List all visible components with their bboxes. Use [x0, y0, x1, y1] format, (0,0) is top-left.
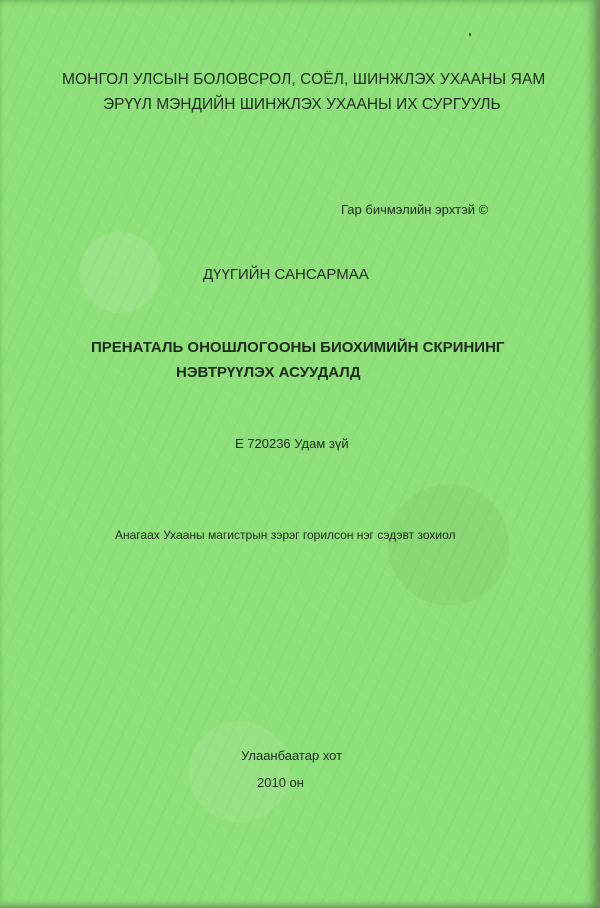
publication-year: 2010 он: [257, 775, 304, 790]
ministry-name: МОНГОЛ УЛСЫН БОЛОВСРОЛ, СОЁЛ, ШИНЖЛЭХ УХААНЫ ЯАМ: [62, 71, 546, 88]
degree-statement: Анагаах Ухааны магистрын зэрэг горилсон нэг сэдэвт зохиол: [115, 528, 456, 542]
copyright-note: Гар бичмэлийн эрхтэй ©: [341, 202, 489, 217]
specialty-code: Е 720236 Удам зүй: [235, 436, 349, 451]
ink-speck: [469, 33, 471, 36]
thesis-title-line-1: ПРЕНАТАЛЬ ОНОШЛОГООНЫ БИОХИМИЙН СКРИНИНГ: [91, 339, 505, 356]
thesis-title-line-2: НЭВТРҮҮЛЭХ АСУУДАЛД: [176, 364, 361, 381]
author-name: ДҮҮГИЙН САНСАРМАА: [203, 266, 369, 283]
university-name: ЭРҮҮЛ МЭНДИЙН ШИНЖЛЭХ УХААНЫ ИХ СУРГУУЛЬ: [103, 96, 501, 113]
place-of-publication: Улаанбаатар хот: [241, 748, 343, 763]
